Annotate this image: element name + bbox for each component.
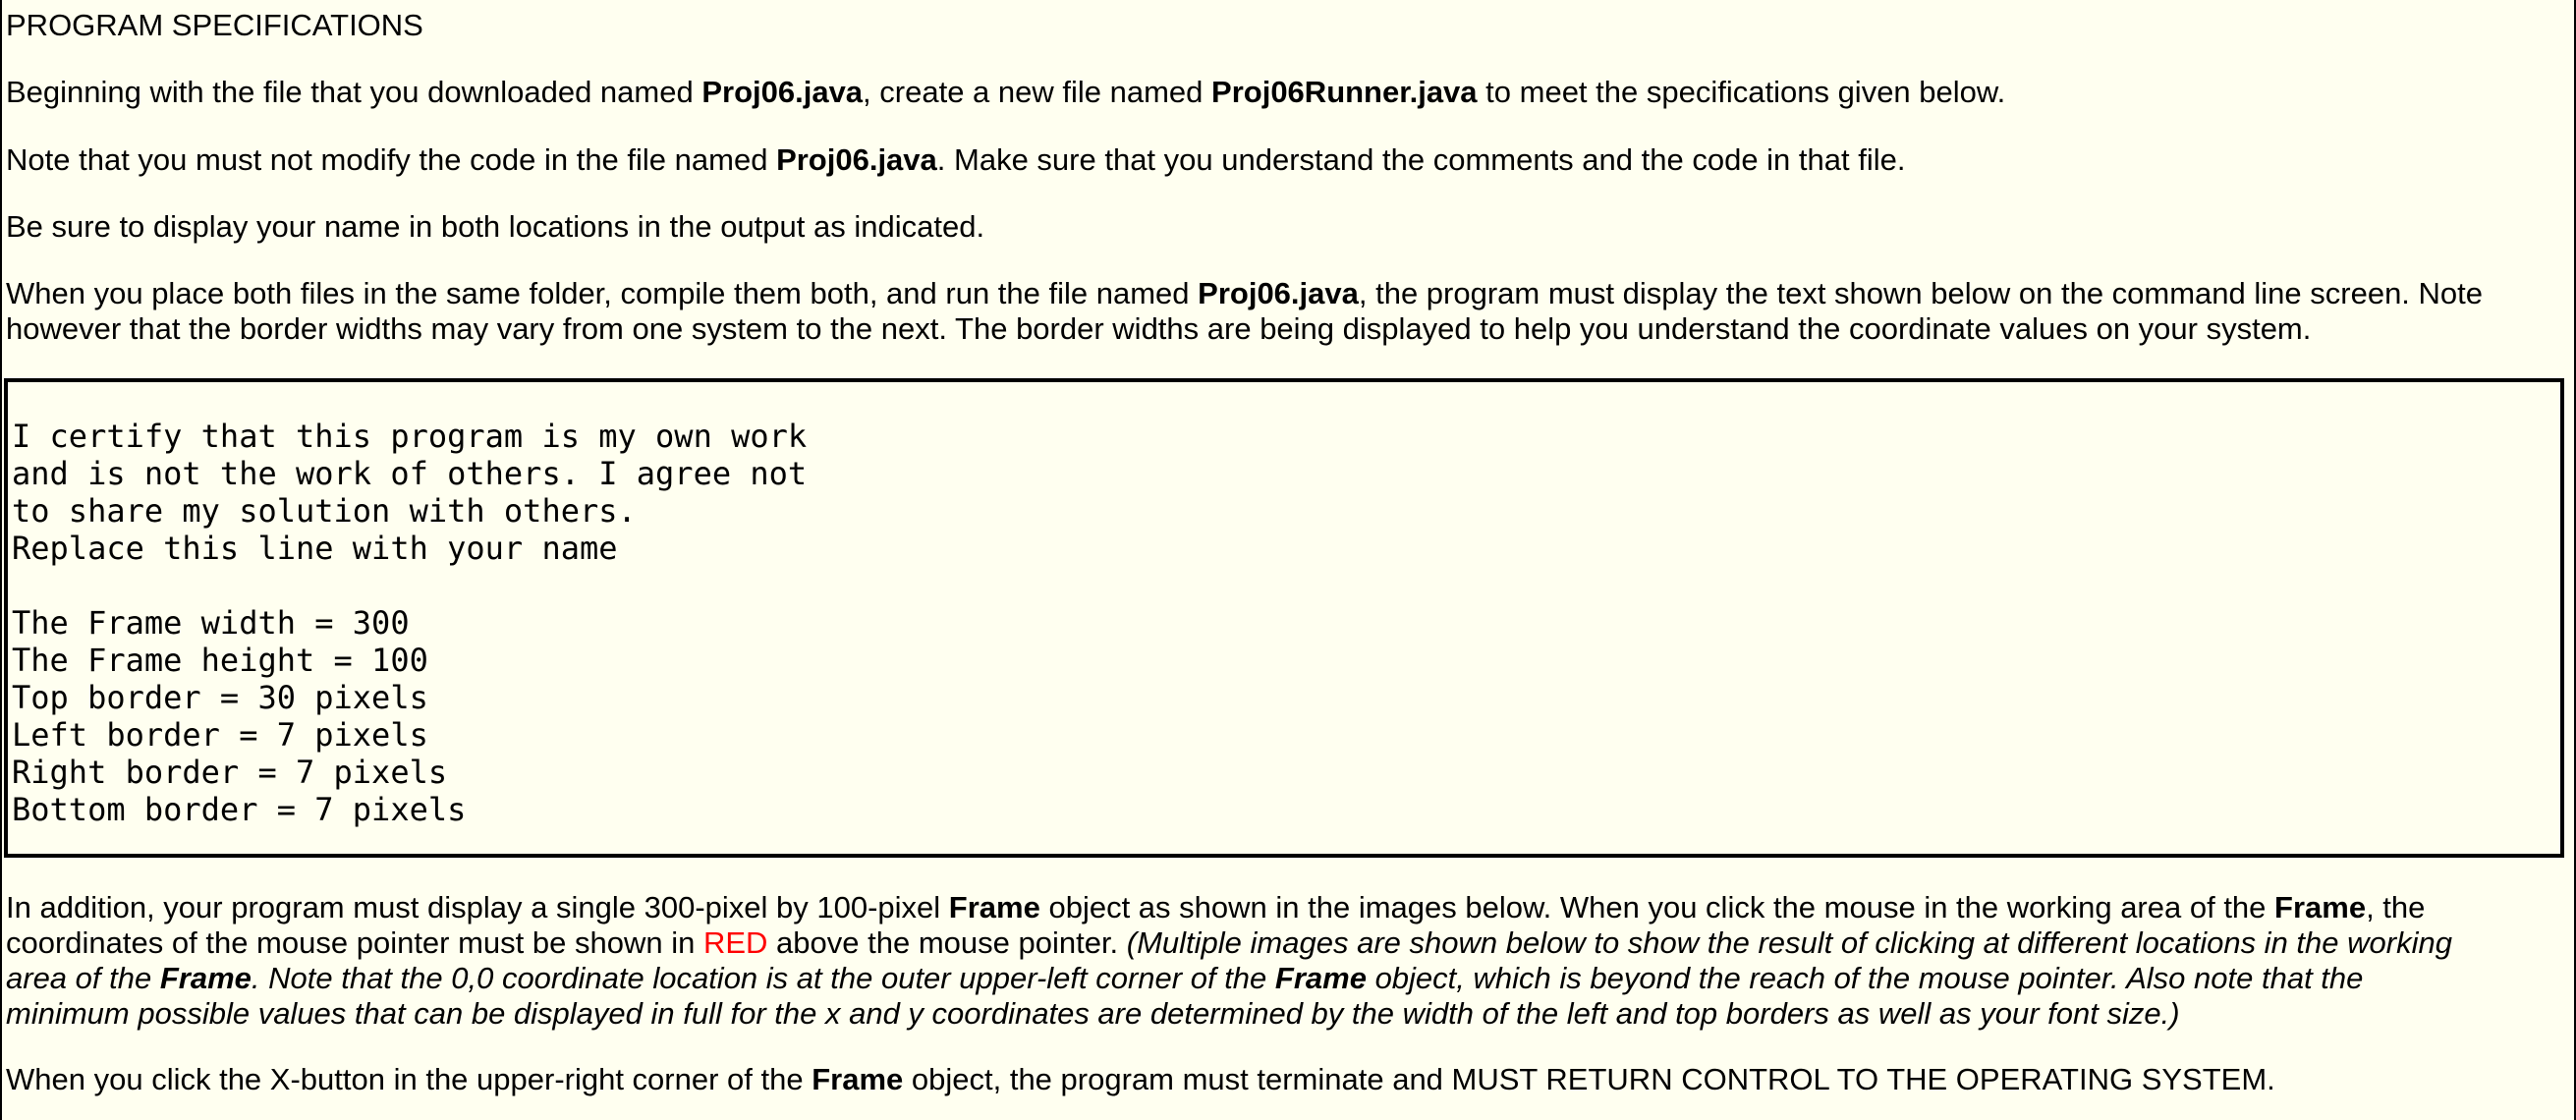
paragraph-frame-requirements	[6, 890, 2452, 1032]
p2-text-2: . Make sure that you understand the comments and the code in that file.	[936, 142, 1906, 177]
code-line: Left border = 7 pixels	[12, 716, 428, 754]
code-line: I certify that this program is my own work	[12, 418, 808, 455]
p5-text: In addition, your program must display a single 300-pixel by 100-pixel	[6, 890, 949, 924]
paragraph-do-not-modify	[6, 142, 1905, 178]
red-keyword: RED	[702, 925, 768, 960]
filename-proj06: Proj06.java	[776, 142, 937, 177]
p3-text: Be sure to display your name in both locations in the output as indicated.	[6, 209, 985, 244]
frame-keyword: Frame	[159, 961, 252, 995]
frame-keyword: Frame	[948, 890, 1040, 924]
frame-keyword: Frame	[1274, 961, 1367, 995]
filename-proj06runner: Proj06Runner.java	[1211, 75, 1478, 109]
p2-text-1: Note that you must not modify the code in the file named	[6, 142, 777, 177]
filename-proj06: Proj06.java	[1198, 276, 1359, 310]
code-line: and is not the work of others. I agree not	[12, 455, 808, 492]
code-line: Bottom border = 7 pixels	[12, 791, 467, 828]
paragraph-intro	[6, 75, 2005, 110]
code-line: Right border = 7 pixels	[12, 754, 448, 791]
p4-text-2: , the program must display the text shown below on the command line screen. Note	[1358, 276, 2484, 310]
p6-text-1: When you click the X-button in the upper-right corner of the	[6, 1062, 812, 1096]
code-line: to share my solution with others.	[12, 492, 637, 530]
code-line: Replace this line with your name	[12, 530, 618, 567]
p5-italic-note: . Note that the 0,0 coordinate location is at the outer upper-left corner of the	[251, 961, 1275, 995]
p5-text: , the	[2366, 890, 2426, 924]
paragraph-compile-run	[6, 276, 2483, 347]
page-heading	[6, 8, 423, 43]
p1-text-2: , create a new file named	[863, 75, 1212, 109]
p5-italic-note: minimum possible values that can be displayed in full for the x and y coordinates are determined by the width of the left and top borders as well as your font size.)	[6, 996, 2180, 1031]
paragraph-display-name	[6, 209, 984, 245]
p4-text-3: however that the border widths may vary from one system to the next. The border widths are being displayed to help you understand the coordinate values on your system.	[6, 311, 2312, 346]
code-line: The Frame width = 300	[12, 604, 410, 642]
paragraph-x-button	[6, 1062, 2275, 1097]
frame-keyword: Frame	[2274, 890, 2367, 924]
code-line: Top border = 30 pixels	[12, 679, 428, 716]
command-line-output-box	[4, 378, 2564, 858]
p5-italic-note: (Multiple images are shown below to show the result of clicking at different locations in the working	[1126, 925, 2452, 960]
p6-text-2: object, the program must terminate and MUST RETURN CONTROL TO THE OPERATING SYSTEM.	[903, 1062, 2275, 1096]
code-line: The Frame height = 100	[12, 642, 428, 679]
frame-keyword: Frame	[812, 1062, 904, 1096]
p4-text-1: When you place both files in the same folder, compile them both, and run the file named	[6, 276, 1199, 310]
p1-text-3: to meet the specifications given below.	[1477, 75, 2006, 109]
filename-proj06: Proj06.java	[701, 75, 864, 109]
p5-text: coordinates of the mouse pointer must be shown in	[6, 925, 703, 960]
p1-text-1: Beginning with the file that you downloaded named	[6, 75, 702, 109]
p5-italic-note: area of the	[6, 961, 160, 995]
p5-text: object as shown in the images below. When you click the mouse in the working area of the	[1039, 890, 2275, 924]
p5-italic-note: object, which is beyond the reach of the mouse pointer. Also note that the	[1366, 961, 2364, 995]
p5-text: above the mouse pointer.	[767, 925, 1127, 960]
heading-text: PROGRAM SPECIFICATIONS	[6, 8, 423, 42]
